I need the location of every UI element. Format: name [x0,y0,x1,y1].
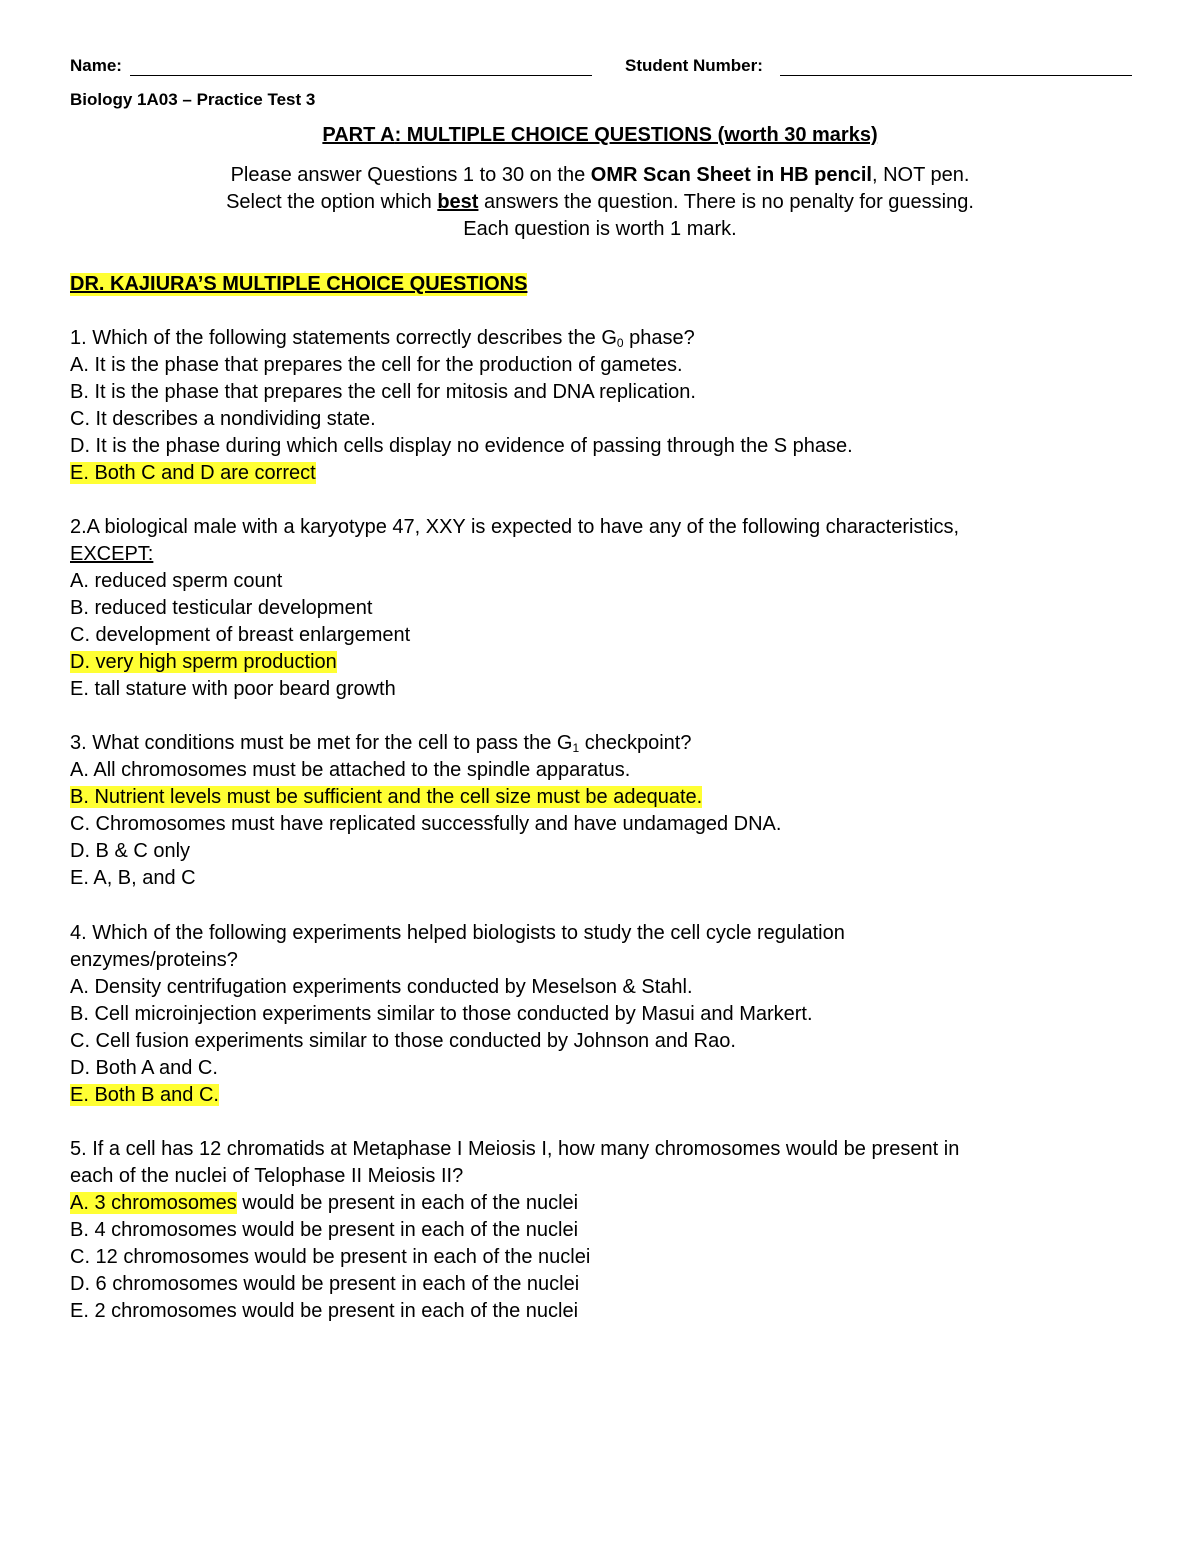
q4-option-b: B. Cell microinjection experiments similar to those conducted by Masui and Markert. [70,1003,813,1025]
q3-option-e: E. A, B, and C [70,867,196,889]
question-2-stem: 2.A biological male with a karyotype 47, XXY is expected to have any of the following characteristics, [70,516,960,538]
q3-subscript: 1 [572,741,580,755]
q5-option-c: C. 12 chromosomes would be present in each of the nuclei [70,1246,591,1268]
q5-option-a-highlight: A. 3 chromosomes [70,1192,237,1214]
q2-option-c: C. development of breast enlargement [70,624,411,646]
question-1-stem [70,326,695,350]
question-4-stem: 4. Which of the following experiments helped biologists to study the cell cycle regulation [70,922,845,944]
instruction-2-bold: best [437,191,479,213]
q3-option-d: D. B & C only [70,840,191,862]
q3-option-b: B. Nutrient levels must be sufficient and the cell size must be adequate. [70,786,703,808]
instruction-line-3: Each question is worth 1 mark. [463,218,737,240]
name-label: Name: [70,56,122,75]
q5-option-a [70,1191,578,1215]
instruction-1-text: Please answer Questions 1 to 30 on the [230,164,591,186]
q5-option-e: E. 2 chromosomes would be present in each of the nuclei [70,1300,579,1322]
instruction-1-bold: OMR Scan Sheet in HB pencil [590,164,872,186]
q2-option-d: D. very high sperm production [70,651,337,673]
q2-option-a: A. reduced sperm count [70,570,283,592]
student-number-label: Student Number: [625,56,763,75]
instruction-1-tail: , NOT pen. [871,164,970,186]
q1-option-c: C. It describes a nondividing state. [70,408,376,430]
q1-option-e: E. Both C and D are correct [70,462,316,484]
q3-option-a: A. All chromosomes must be attached to the spindle apparatus. [70,759,631,781]
q4-option-d: D. Both A and C. [70,1057,218,1079]
question-2-stem-except: EXCEPT: [70,543,154,565]
q3-stem-text: 3. What conditions must be met for the cell to pass the G [70,732,573,754]
instruction-2-tail: answers the question. There is no penalty for guessing. [478,191,974,213]
q5-option-d: D. 6 chromosomes would be present in each of the nuclei [70,1273,580,1295]
instruction-line-1 [0,164,1200,187]
name-field-line [130,75,592,76]
student-number-field-line [780,75,1132,76]
q1-subscript: 0 [616,336,624,350]
section-heading: DR. KAJIURA’S MULTIPLE CHOICE QUESTIONS [70,273,528,295]
q1-option-a: A. It is the phase that prepares the cell for the production of gametes. [70,354,683,376]
q5-option-b: B. 4 chromosomes would be present in each of the nuclei [70,1219,579,1241]
q1-option-b: B. It is the phase that prepares the cell for mitosis and DNA replication. [70,381,696,403]
q1-option-d: D. It is the phase during which cells display no evidence of passing through the S phase. [70,435,853,457]
part-a-subtitle: : MULTIPLE CHOICE QUESTIONS (worth 30 marks) [394,124,878,146]
q4-option-c: C. Cell fusion experiments similar to those conducted by Johnson and Rao. [70,1030,736,1052]
instruction-2-text: Select the option which [226,191,438,213]
question-3-stem [70,731,691,755]
question-4-stem-cont: enzymes/proteins? [70,949,238,971]
question-5-stem-cont: each of the nuclei of Telophase II Meiosis II? [70,1165,464,1187]
q2-option-e: E. tall stature with poor beard growth [70,678,396,700]
q1-stem-text: 1. Which of the following statements correctly describes the G [70,327,617,349]
q3-option-c: C. Chromosomes must have replicated successfully and have undamaged DNA. [70,813,782,835]
q1-stem-tail: phase? [623,327,695,349]
q4-option-a: A. Density centrifugation experiments conducted by Meselson & Stahl. [70,976,693,998]
instruction-line-2 [0,191,1200,214]
q5-option-a-rest: would be present in each of the nuclei [236,1192,579,1214]
part-a-title [0,124,1200,147]
q2-option-b: B. reduced testicular development [70,597,373,619]
question-5-stem: 5. If a cell has 12 chromatids at Metaphase I Meiosis I, how many chromosomes would be present in [70,1138,960,1160]
q4-option-e: E. Both B and C. [70,1084,219,1106]
q3-stem-tail: checkpoint? [579,732,692,754]
part-a-label: PART A [322,124,395,146]
course-title: Biology 1A03 – Practice Test 3 [70,90,316,109]
